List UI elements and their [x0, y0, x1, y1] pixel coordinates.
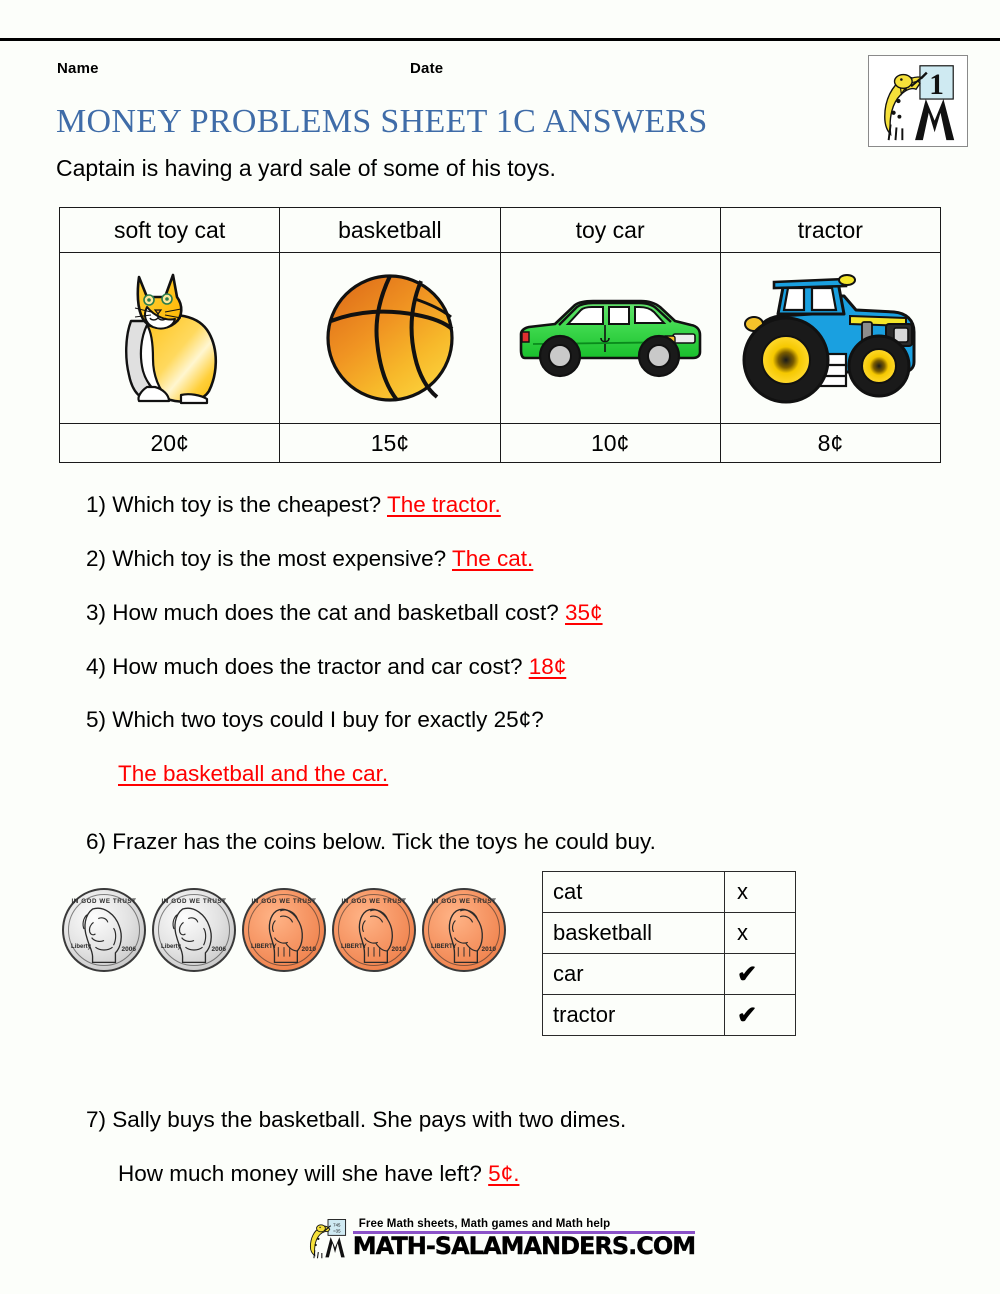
toy-price-tractor: 8¢ [720, 424, 940, 463]
coin-year: 2010 [481, 946, 496, 953]
coin-penny-2 [332, 888, 416, 972]
footer-tagline: Free Math sheets, Math games and Math help [358, 1218, 611, 1230]
toys-image-row [60, 253, 941, 424]
coin-motto: IN GOD WE TRUST [251, 898, 317, 905]
question-1-answer: The tractor. [387, 492, 501, 517]
question-7-text2: How much money will she have left? [118, 1161, 489, 1186]
tick-answer-table [542, 871, 796, 1036]
coin-motto: IN GOD WE TRUST [341, 898, 407, 905]
tick-row-mark-tractor[interactable]: ✔ [725, 995, 796, 1036]
question-7: 7) Sally buys the basketball. She pays with two dimes. [86, 1107, 627, 1132]
question-7-line2 [118, 1161, 519, 1187]
basketball-image [321, 269, 459, 407]
toy-header-car: toy car [500, 208, 720, 253]
table-row [543, 913, 796, 954]
svg-text:745: 745 [332, 1222, 341, 1228]
question-4 [86, 654, 566, 680]
tick-row-label-car: car [543, 954, 725, 995]
coin-liberty: Liberty [161, 944, 182, 950]
coin-liberty: Liberty [71, 944, 92, 950]
toy-header-basketball: basketball [280, 208, 500, 253]
tick-row-mark-basketball[interactable]: x [725, 913, 796, 954]
question-3-text: 3) How much does the cat and basketball cost? [86, 600, 566, 625]
toy-price-basketball: 15¢ [280, 424, 500, 463]
coin-year: 2010 [301, 946, 316, 953]
question-7-answer: 5¢. [488, 1161, 520, 1186]
cat-image [95, 263, 245, 413]
toy-cell-cat-image [60, 253, 280, 424]
question-1-text: 1) Which toy is the cheapest? [86, 492, 387, 517]
tractor-image [734, 266, 926, 411]
question-2-answer: The cat. [452, 546, 534, 571]
page-title: MONEY PROBLEMS SHEET 1C ANSWERS [56, 103, 708, 140]
tick-row-label-basketball: basketball [543, 913, 725, 954]
table-row [543, 954, 796, 995]
car-image [513, 288, 708, 388]
toys-price-row [60, 424, 941, 463]
question-5-answer: The basketball and the car. [118, 761, 389, 786]
footer-text-group [353, 1218, 695, 1260]
salamander-logo-icon [869, 56, 967, 146]
coin-motto: IN GOD WE TRUST [431, 898, 497, 905]
tick-row-mark-cat[interactable]: x [725, 872, 796, 913]
toy-cell-car-image [500, 253, 720, 424]
footer [0, 1216, 1000, 1260]
toy-header-cat: soft toy cat [60, 208, 280, 253]
coin-liberty: LIBERTY [341, 944, 367, 950]
question-3-answer: 35¢ [565, 600, 603, 625]
coin-liberty: LIBERTY [251, 944, 277, 950]
top-divider [0, 38, 1000, 41]
toy-cell-tractor-image [720, 253, 940, 424]
grade-logo [868, 55, 968, 147]
table-row [543, 995, 796, 1036]
svg-text:=35: =35 [332, 1228, 341, 1234]
date-label: Date [410, 60, 444, 77]
coin-penny-3 [422, 888, 506, 972]
toy-price-car: 10¢ [500, 424, 720, 463]
toys-price-table [59, 207, 941, 463]
question-1 [86, 492, 501, 518]
coin-liberty: LIBERTY [431, 944, 457, 950]
toys-header-row [60, 208, 941, 253]
coin-year: 2006 [211, 946, 226, 953]
salamander-footer-icon [305, 1216, 351, 1260]
question-6: 6) Frazer has the coins below. Tick the toys he could buy. [86, 829, 656, 854]
coin-motto: IN GOD WE TRUST [71, 898, 137, 905]
tick-row-label-tractor: tractor [543, 995, 725, 1036]
coin-year: 2010 [391, 946, 406, 953]
tick-row-label-cat: cat [543, 872, 725, 913]
coins-row [62, 888, 506, 972]
question-2-text: 2) Which toy is the most expensive? [86, 546, 452, 571]
coin-penny-1 [242, 888, 326, 972]
question-4-text: 4) How much does the tractor and car cost? [86, 654, 529, 679]
coin-nickel-1 [62, 888, 146, 972]
coin-motto: IN GOD WE TRUST [161, 898, 227, 905]
question-5: 5) Which two toys could I buy for exactly 25¢? [86, 707, 544, 732]
question-4-answer: 18¢ [528, 654, 567, 679]
question-2 [86, 546, 533, 572]
table-row [543, 872, 796, 913]
svg-text:1: 1 [929, 69, 944, 102]
toy-cell-basketball-image [280, 253, 500, 424]
name-label: Name [57, 60, 99, 77]
tick-row-mark-car[interactable]: ✔ [725, 954, 796, 995]
intro-text: Captain is having a yard sale of some of his toys. [56, 155, 556, 181]
coin-nickel-2 [152, 888, 236, 972]
coin-year: 2006 [121, 946, 136, 953]
question-3 [86, 600, 603, 626]
footer-logo-group [305, 1216, 695, 1260]
footer-url[interactable]: MATH-SALAMANDERS.COM [352, 1232, 696, 1260]
toy-price-cat: 20¢ [60, 424, 280, 463]
toy-header-tractor: tractor [720, 208, 940, 253]
